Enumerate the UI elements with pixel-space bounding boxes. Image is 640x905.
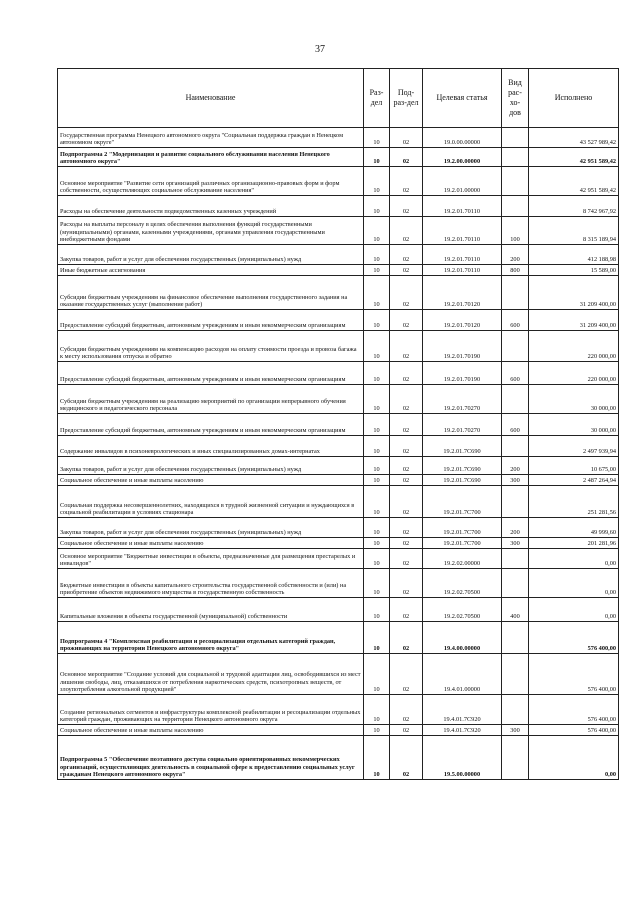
table-row — [58, 385, 619, 414]
row-amount-cell: 43 527 989,42 — [529, 128, 619, 148]
row-name-cell: Подпрограмма 4 "Комплексная реабилитация и ресоциализация отдельных категорий граждан, проживающих на территории Ненецкого автономного округа" — [58, 622, 364, 654]
row-amount-cell: 42 951 589,42 — [529, 148, 619, 167]
row-name-cell: Субсидии бюджетным учреждениям на реализацию мероприятий по организации непрерывного обучения медицинского и педагогического персонала — [58, 385, 364, 414]
row-kind-cell: 600 — [502, 414, 529, 436]
row-target-cell: 19.2.01.70120 — [423, 276, 502, 310]
row-amount-cell: 0,00 — [529, 569, 619, 598]
row-name-cell: Основное мероприятие "Бюджетные инвестиции в объекты, предназначенные для размещения престарелых и инвалидов" — [58, 549, 364, 569]
row-subsection-cell: 02 — [390, 128, 423, 148]
table-row — [58, 622, 619, 654]
row-subsection-cell: 02 — [390, 538, 423, 549]
row-kind-cell: 600 — [502, 310, 529, 331]
table-row — [58, 196, 619, 217]
table-row — [58, 475, 619, 486]
row-name-cell: Предоставление субсидий бюджетным, автономным учреждениям и иным некоммерческим организациям — [58, 362, 364, 385]
row-amount-cell: 201 281,96 — [529, 538, 619, 549]
table-row — [58, 569, 619, 598]
row-subsection-cell: 02 — [390, 362, 423, 385]
row-name-cell: Основное мероприятие "Развитие сети организаций различных организационно-правовых форм и форм собственности, осуществляющих социальное обслуживание населения" — [58, 167, 364, 196]
row-kind-cell: 300 — [502, 725, 529, 736]
row-target-cell: 19.2.02.00000 — [423, 549, 502, 569]
row-subsection-cell: 02 — [390, 695, 423, 725]
row-section-cell: 10 — [364, 569, 390, 598]
row-target-cell: 19.2.01.70110 — [423, 217, 502, 245]
row-subsection-cell: 02 — [390, 414, 423, 436]
row-target-cell: 19.2.01.70190 — [423, 331, 502, 362]
row-section-cell: 10 — [364, 598, 390, 622]
row-target-cell: 19.2.01.70110 — [423, 245, 502, 265]
table-row — [58, 457, 619, 475]
page-number: 37 — [315, 44, 325, 55]
row-target-cell: 19.0.00.00000 — [423, 128, 502, 148]
table-row — [58, 695, 619, 725]
row-amount-cell: 0,00 — [529, 598, 619, 622]
row-subsection-cell: 02 — [390, 736, 423, 780]
row-target-cell: 19.2.01.7C700 — [423, 486, 502, 518]
row-target-cell: 19.5.00.00000 — [423, 736, 502, 780]
row-section-cell: 10 — [364, 217, 390, 245]
table-row — [58, 436, 619, 457]
table-row — [58, 725, 619, 736]
row-kind-cell — [502, 654, 529, 695]
row-amount-cell: 0,00 — [529, 549, 619, 569]
row-name-cell: Государственная программа Ненецкого автономного округа "Социальная поддержка граждан в Ненецком автономном округе" — [58, 128, 364, 148]
row-kind-cell — [502, 331, 529, 362]
row-kind-cell: 600 — [502, 362, 529, 385]
row-subsection-cell: 02 — [390, 622, 423, 654]
table-row — [58, 736, 619, 780]
row-amount-cell: 8 742 967,92 — [529, 196, 619, 217]
row-amount-cell: 2 487 264,94 — [529, 475, 619, 486]
row-name-cell: Социальное обеспечение и иные выплаты населению — [58, 725, 364, 736]
row-amount-cell: 15 589,00 — [529, 265, 619, 276]
row-subsection-cell: 02 — [390, 167, 423, 196]
row-amount-cell: 30 000,00 — [529, 385, 619, 414]
row-section-cell: 10 — [364, 549, 390, 569]
row-target-cell: 19.2.01.7C690 — [423, 475, 502, 486]
table-row — [58, 518, 619, 538]
row-section-cell: 10 — [364, 486, 390, 518]
row-subsection-cell: 02 — [390, 245, 423, 265]
row-section-cell: 10 — [364, 385, 390, 414]
row-target-cell: 19.2.01.70190 — [423, 362, 502, 385]
table-row — [58, 654, 619, 695]
row-target-cell: 19.2.01.00000 — [423, 167, 502, 196]
row-section-cell: 10 — [364, 265, 390, 276]
row-name-cell: Социальная поддержка несовершеннолетних, находящихся в трудной жизненной ситуации и нуждающихся в социальной реабилитации в условиях стационара — [58, 486, 364, 518]
row-section-cell: 10 — [364, 457, 390, 475]
row-target-cell: 19.2.00.00000 — [423, 148, 502, 167]
row-kind-cell: 300 — [502, 538, 529, 549]
table-row — [58, 414, 619, 436]
row-subsection-cell: 02 — [390, 331, 423, 362]
row-kind-cell — [502, 196, 529, 217]
row-section-cell: 10 — [364, 414, 390, 436]
row-target-cell: 19.4.01.7C920 — [423, 725, 502, 736]
table-row — [58, 598, 619, 622]
row-subsection-cell: 02 — [390, 217, 423, 245]
row-amount-cell: 31 209 400,00 — [529, 310, 619, 331]
row-name-cell: Расходы на обеспечение деятельности подведомственных казенных учреждений — [58, 196, 364, 217]
row-target-cell: 19.2.01.70110 — [423, 196, 502, 217]
row-kind-cell: 100 — [502, 217, 529, 245]
table-row — [58, 549, 619, 569]
row-subsection-cell: 02 — [390, 518, 423, 538]
row-kind-cell: 800 — [502, 265, 529, 276]
row-section-cell: 10 — [364, 538, 390, 549]
row-section-cell: 10 — [364, 518, 390, 538]
row-amount-cell: 576 400,00 — [529, 725, 619, 736]
row-name-cell: Закупка товаров, работ и услуг для обеспечения государственных (муниципальных) нужд — [58, 245, 364, 265]
header-target-article: Целевая статья — [423, 69, 502, 128]
row-section-cell: 10 — [364, 245, 390, 265]
row-amount-cell: 220 000,00 — [529, 331, 619, 362]
row-name-cell: Содержание инвалидов в психоневрологических и иных специализированных домах-интернатах — [58, 436, 364, 457]
header-expense-kind: Вид рас-хо-дов — [502, 69, 529, 128]
row-subsection-cell: 02 — [390, 265, 423, 276]
row-target-cell: 19.4.01.00000 — [423, 654, 502, 695]
row-target-cell: 19.2.01.7C700 — [423, 538, 502, 549]
row-name-cell: Основное мероприятие "Создание условий для социальной и трудовой адаптации лиц, освободившихся из мест лишения свободы, лиц, отказавшихся от потребления наркотических средств, психотропных веществ, от злоупотребления алкогольной продукцией" — [58, 654, 364, 695]
row-section-cell: 10 — [364, 436, 390, 457]
row-name-cell: Капитальные вложения в объекты государственной (муниципальной) собственности — [58, 598, 364, 622]
table-row — [58, 486, 619, 518]
row-subsection-cell: 02 — [390, 725, 423, 736]
row-target-cell: 19.2.02.70500 — [423, 598, 502, 622]
row-name-cell: Субсидии бюджетным учреждениям на компенсацию расходов на оплату стоимости проезда и провоза багажа к месту использования отпуска и обратно — [58, 331, 364, 362]
row-section-cell: 10 — [364, 725, 390, 736]
row-amount-cell: 31 209 400,00 — [529, 276, 619, 310]
row-subsection-cell: 02 — [390, 276, 423, 310]
row-kind-cell — [502, 622, 529, 654]
table-row — [58, 265, 619, 276]
row-amount-cell: 576 400,00 — [529, 622, 619, 654]
row-target-cell: 19.2.01.7C690 — [423, 457, 502, 475]
row-subsection-cell: 02 — [390, 486, 423, 518]
row-section-cell: 10 — [364, 148, 390, 167]
row-target-cell: 19.4.00.00000 — [423, 622, 502, 654]
table-row — [58, 276, 619, 310]
row-kind-cell — [502, 569, 529, 598]
row-kind-cell: 200 — [502, 518, 529, 538]
row-kind-cell — [502, 148, 529, 167]
row-target-cell: 19.2.01.70120 — [423, 310, 502, 331]
row-subsection-cell: 02 — [390, 569, 423, 598]
row-name-cell: Субсидии бюджетным учреждениям на финансовое обеспечение выполнения государственного задания на оказание государственных услуг (выполнение работ) — [58, 276, 364, 310]
row-amount-cell: 42 951 589,42 — [529, 167, 619, 196]
row-kind-cell — [502, 486, 529, 518]
row-amount-cell: 576 400,00 — [529, 695, 619, 725]
table-row — [58, 245, 619, 265]
row-name-cell: Закупка товаров, работ и услуг для обеспечения государственных (муниципальных) нужд — [58, 457, 364, 475]
row-subsection-cell: 02 — [390, 385, 423, 414]
row-target-cell: 19.2.01.70110 — [423, 265, 502, 276]
row-section-cell: 10 — [364, 695, 390, 725]
row-kind-cell — [502, 695, 529, 725]
row-section-cell: 10 — [364, 167, 390, 196]
table-row — [58, 167, 619, 196]
row-amount-cell: 49 999,60 — [529, 518, 619, 538]
row-target-cell: 19.2.01.70270 — [423, 385, 502, 414]
row-amount-cell: 8 315 189,94 — [529, 217, 619, 245]
row-subsection-cell: 02 — [390, 475, 423, 486]
row-section-cell: 10 — [364, 276, 390, 310]
table-row — [58, 217, 619, 245]
row-amount-cell: 2 497 939,94 — [529, 436, 619, 457]
row-target-cell: 19.2.01.7C700 — [423, 518, 502, 538]
header-section: Раз-дел — [364, 69, 390, 128]
row-section-cell: 10 — [364, 736, 390, 780]
row-subsection-cell: 02 — [390, 549, 423, 569]
row-amount-cell: 412 188,98 — [529, 245, 619, 265]
row-kind-cell — [502, 549, 529, 569]
row-kind-cell: 400 — [502, 598, 529, 622]
row-name-cell: Предоставление субсидий бюджетным, автономным учреждениям и иным некоммерческим организациям — [58, 414, 364, 436]
row-name-cell: Подпрограмма 5 "Обеспечение поэтапного доступа социально ориентированных некоммерческих организаций, осуществляющих деятельность в социальной сфере к предоставлению социальных услуг гражданам Ненецкого автономного округа" — [58, 736, 364, 780]
row-kind-cell — [502, 276, 529, 310]
row-amount-cell: 251 281,56 — [529, 486, 619, 518]
row-section-cell: 10 — [364, 128, 390, 148]
row-kind-cell — [502, 128, 529, 148]
table-row — [58, 310, 619, 331]
row-name-cell: Бюджетные инвестиции в объекты капитального строительства государственной собственности и (или) на приобретение объектов недвижимого имущества в государственную собственность — [58, 569, 364, 598]
budget-execution-table — [57, 68, 619, 780]
row-name-cell: Создание региональных сегментов и инфраструктуры комплексной реабилитации и ресоциализации отдельных категорий граждан, проживающих на территории Ненецкого автономного округа — [58, 695, 364, 725]
row-name-cell: Закупка товаров, работ и услуг для обеспечения государственных (муниципальных) нужд — [58, 518, 364, 538]
row-name-cell: Расходы на выплаты персоналу в целях обеспечения выполнения функций государственными (муниципальными) органами, казенными учреждениями, органами управления государственными внебюджетными фондами — [58, 217, 364, 245]
row-subsection-cell: 02 — [390, 654, 423, 695]
header-subsection: Под-раз-дел — [390, 69, 423, 128]
row-amount-cell: 0,00 — [529, 736, 619, 780]
row-amount-cell: 576 400,00 — [529, 654, 619, 695]
row-name-cell: Социальное обеспечение и иные выплаты населению — [58, 538, 364, 549]
table-row — [58, 362, 619, 385]
header-executed: Исполнено — [529, 69, 619, 128]
row-subsection-cell: 02 — [390, 196, 423, 217]
table-header-row — [58, 69, 619, 128]
table-row — [58, 538, 619, 549]
row-section-cell: 10 — [364, 196, 390, 217]
row-kind-cell: 200 — [502, 457, 529, 475]
table-row — [58, 128, 619, 148]
row-subsection-cell: 02 — [390, 310, 423, 331]
row-kind-cell — [502, 167, 529, 196]
row-subsection-cell: 02 — [390, 457, 423, 475]
row-section-cell: 10 — [364, 331, 390, 362]
row-target-cell: 19.2.01.70270 — [423, 414, 502, 436]
row-name-cell: Подпрограмма 2 "Модернизация и развитие социального обслуживания населения Ненецкого автономного округа" — [58, 148, 364, 167]
row-target-cell: 19.4.01.7C920 — [423, 695, 502, 725]
row-amount-cell: 30 000,00 — [529, 414, 619, 436]
row-kind-cell: 300 — [502, 475, 529, 486]
row-kind-cell: 200 — [502, 245, 529, 265]
row-section-cell: 10 — [364, 310, 390, 331]
row-name-cell: Предоставление субсидий бюджетным, автономным учреждениям и иным некоммерческим организациям — [58, 310, 364, 331]
row-section-cell: 10 — [364, 622, 390, 654]
row-target-cell: 19.2.01.7C690 — [423, 436, 502, 457]
row-amount-cell: 10 675,00 — [529, 457, 619, 475]
header-name: Наименование — [58, 69, 364, 128]
row-kind-cell — [502, 736, 529, 780]
row-section-cell: 10 — [364, 362, 390, 385]
row-name-cell: Социальное обеспечение и иные выплаты населению — [58, 475, 364, 486]
row-target-cell: 19.2.02.70500 — [423, 569, 502, 598]
table-row — [58, 148, 619, 167]
row-section-cell: 10 — [364, 654, 390, 695]
table-row — [58, 331, 619, 362]
row-subsection-cell: 02 — [390, 148, 423, 167]
row-name-cell: Иные бюджетные ассигнования — [58, 265, 364, 276]
row-section-cell: 10 — [364, 475, 390, 486]
row-kind-cell — [502, 385, 529, 414]
row-kind-cell — [502, 436, 529, 457]
row-subsection-cell: 02 — [390, 598, 423, 622]
row-subsection-cell: 02 — [390, 436, 423, 457]
row-amount-cell: 220 000,00 — [529, 362, 619, 385]
